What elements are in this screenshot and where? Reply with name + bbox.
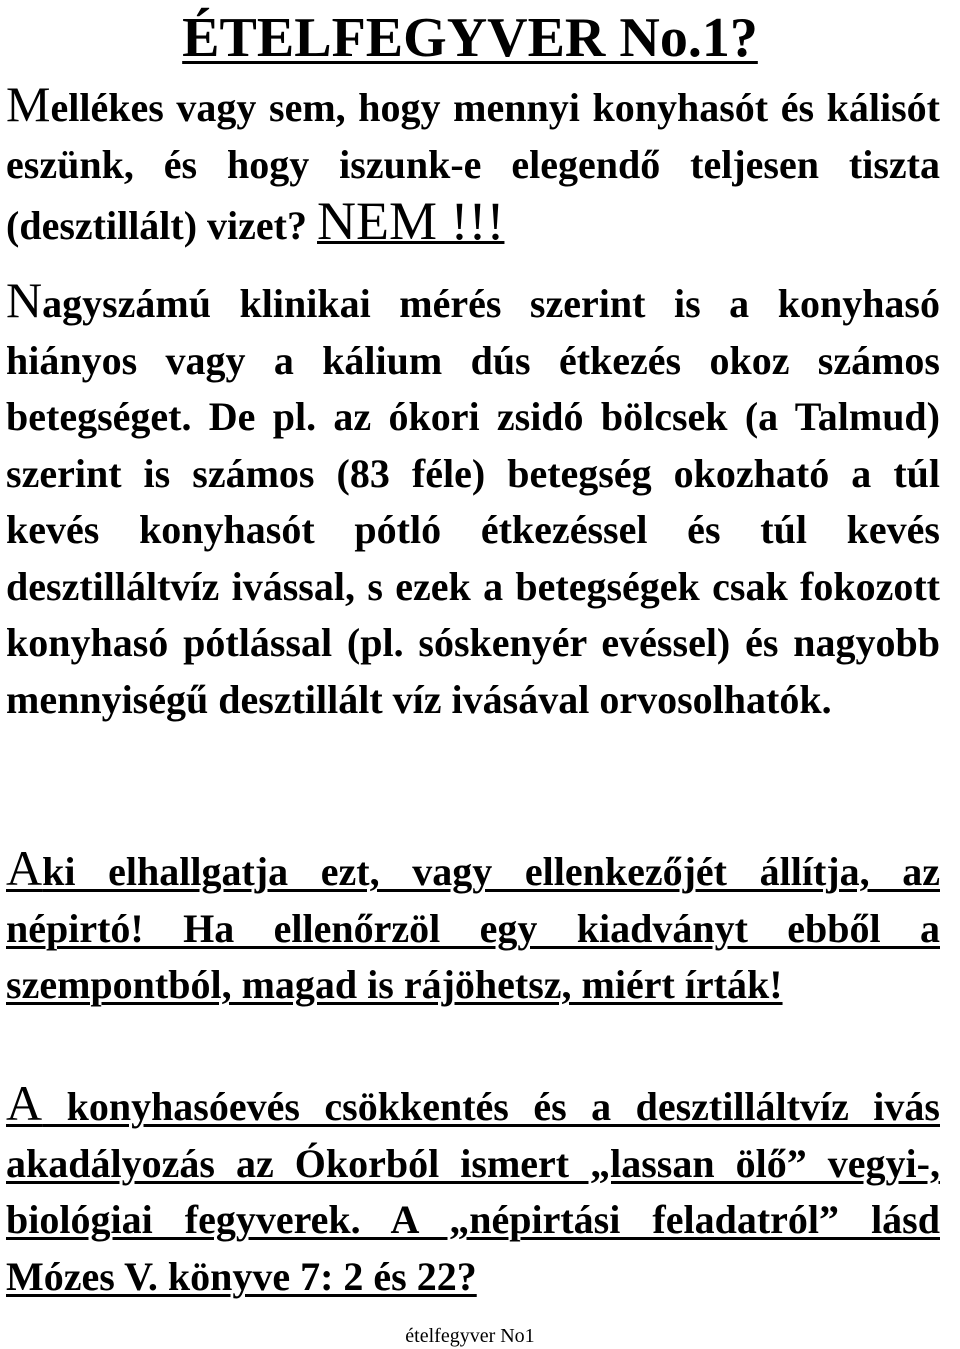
paragraph-4 [6, 1075, 940, 1305]
emphasis-nem: NEM !!! [317, 191, 505, 251]
paragraph-3 [6, 840, 940, 1014]
paragraph-4-text: konyhasóevés csökkentés és a desztilláltvíz ivás akadályozás az Ókorból ismert „lassan ölő” vegyi-, biológiai fegyverek. A „népirtási feladatról” lásd Mózes V. könyve 7: 2 és 22? [6, 1084, 940, 1299]
paragraph-1-text: ellékes vagy sem, hogy mennyi konyhasót és kálisót eszünk, és hogy iszunk-e elegendő teljesen tiszta (desztillált) vizet? [6, 85, 940, 248]
paragraph-2 [6, 272, 940, 728]
page-footer: ételfegyver No1 [405, 1325, 535, 1347]
paragraph-1 [6, 76, 940, 255]
paragraph-2-initial: N [6, 272, 43, 328]
paragraph-1-initial: M [6, 76, 51, 132]
paragraph-3-text: ki elhallgatja ezt, vagy ellenkezőjét állítja, az népirtó! Ha ellenőrzöl egy kiadványt ebből a szempontból, magad is rájöhetsz, miért írták! [6, 849, 940, 1007]
page-title: ÉTELFEGYVER No.1? [182, 7, 758, 69]
paragraph-3-initial: A [6, 840, 43, 896]
paragraph-2-text: agyszámú klinikai mérés szerint is a konyhasó hiányos vagy a kálium dús étkezés okoz számos betegséget. De pl. az ókori zsidó bölcsek (a Talmud) szerint is számos (83 féle) betegség okozható a túl kevés konyhasót pótló étkezéssel és túl kevés desztilláltvíz ivással, s ezek a betegségek csak fokozott konyhasó pótlással (pl. sóskenyér evéssel) és nagyobb mennyiségű desztillált víz ivásával orvosolhatók. [6, 281, 940, 722]
paragraph-4-initial: A [6, 1075, 43, 1131]
